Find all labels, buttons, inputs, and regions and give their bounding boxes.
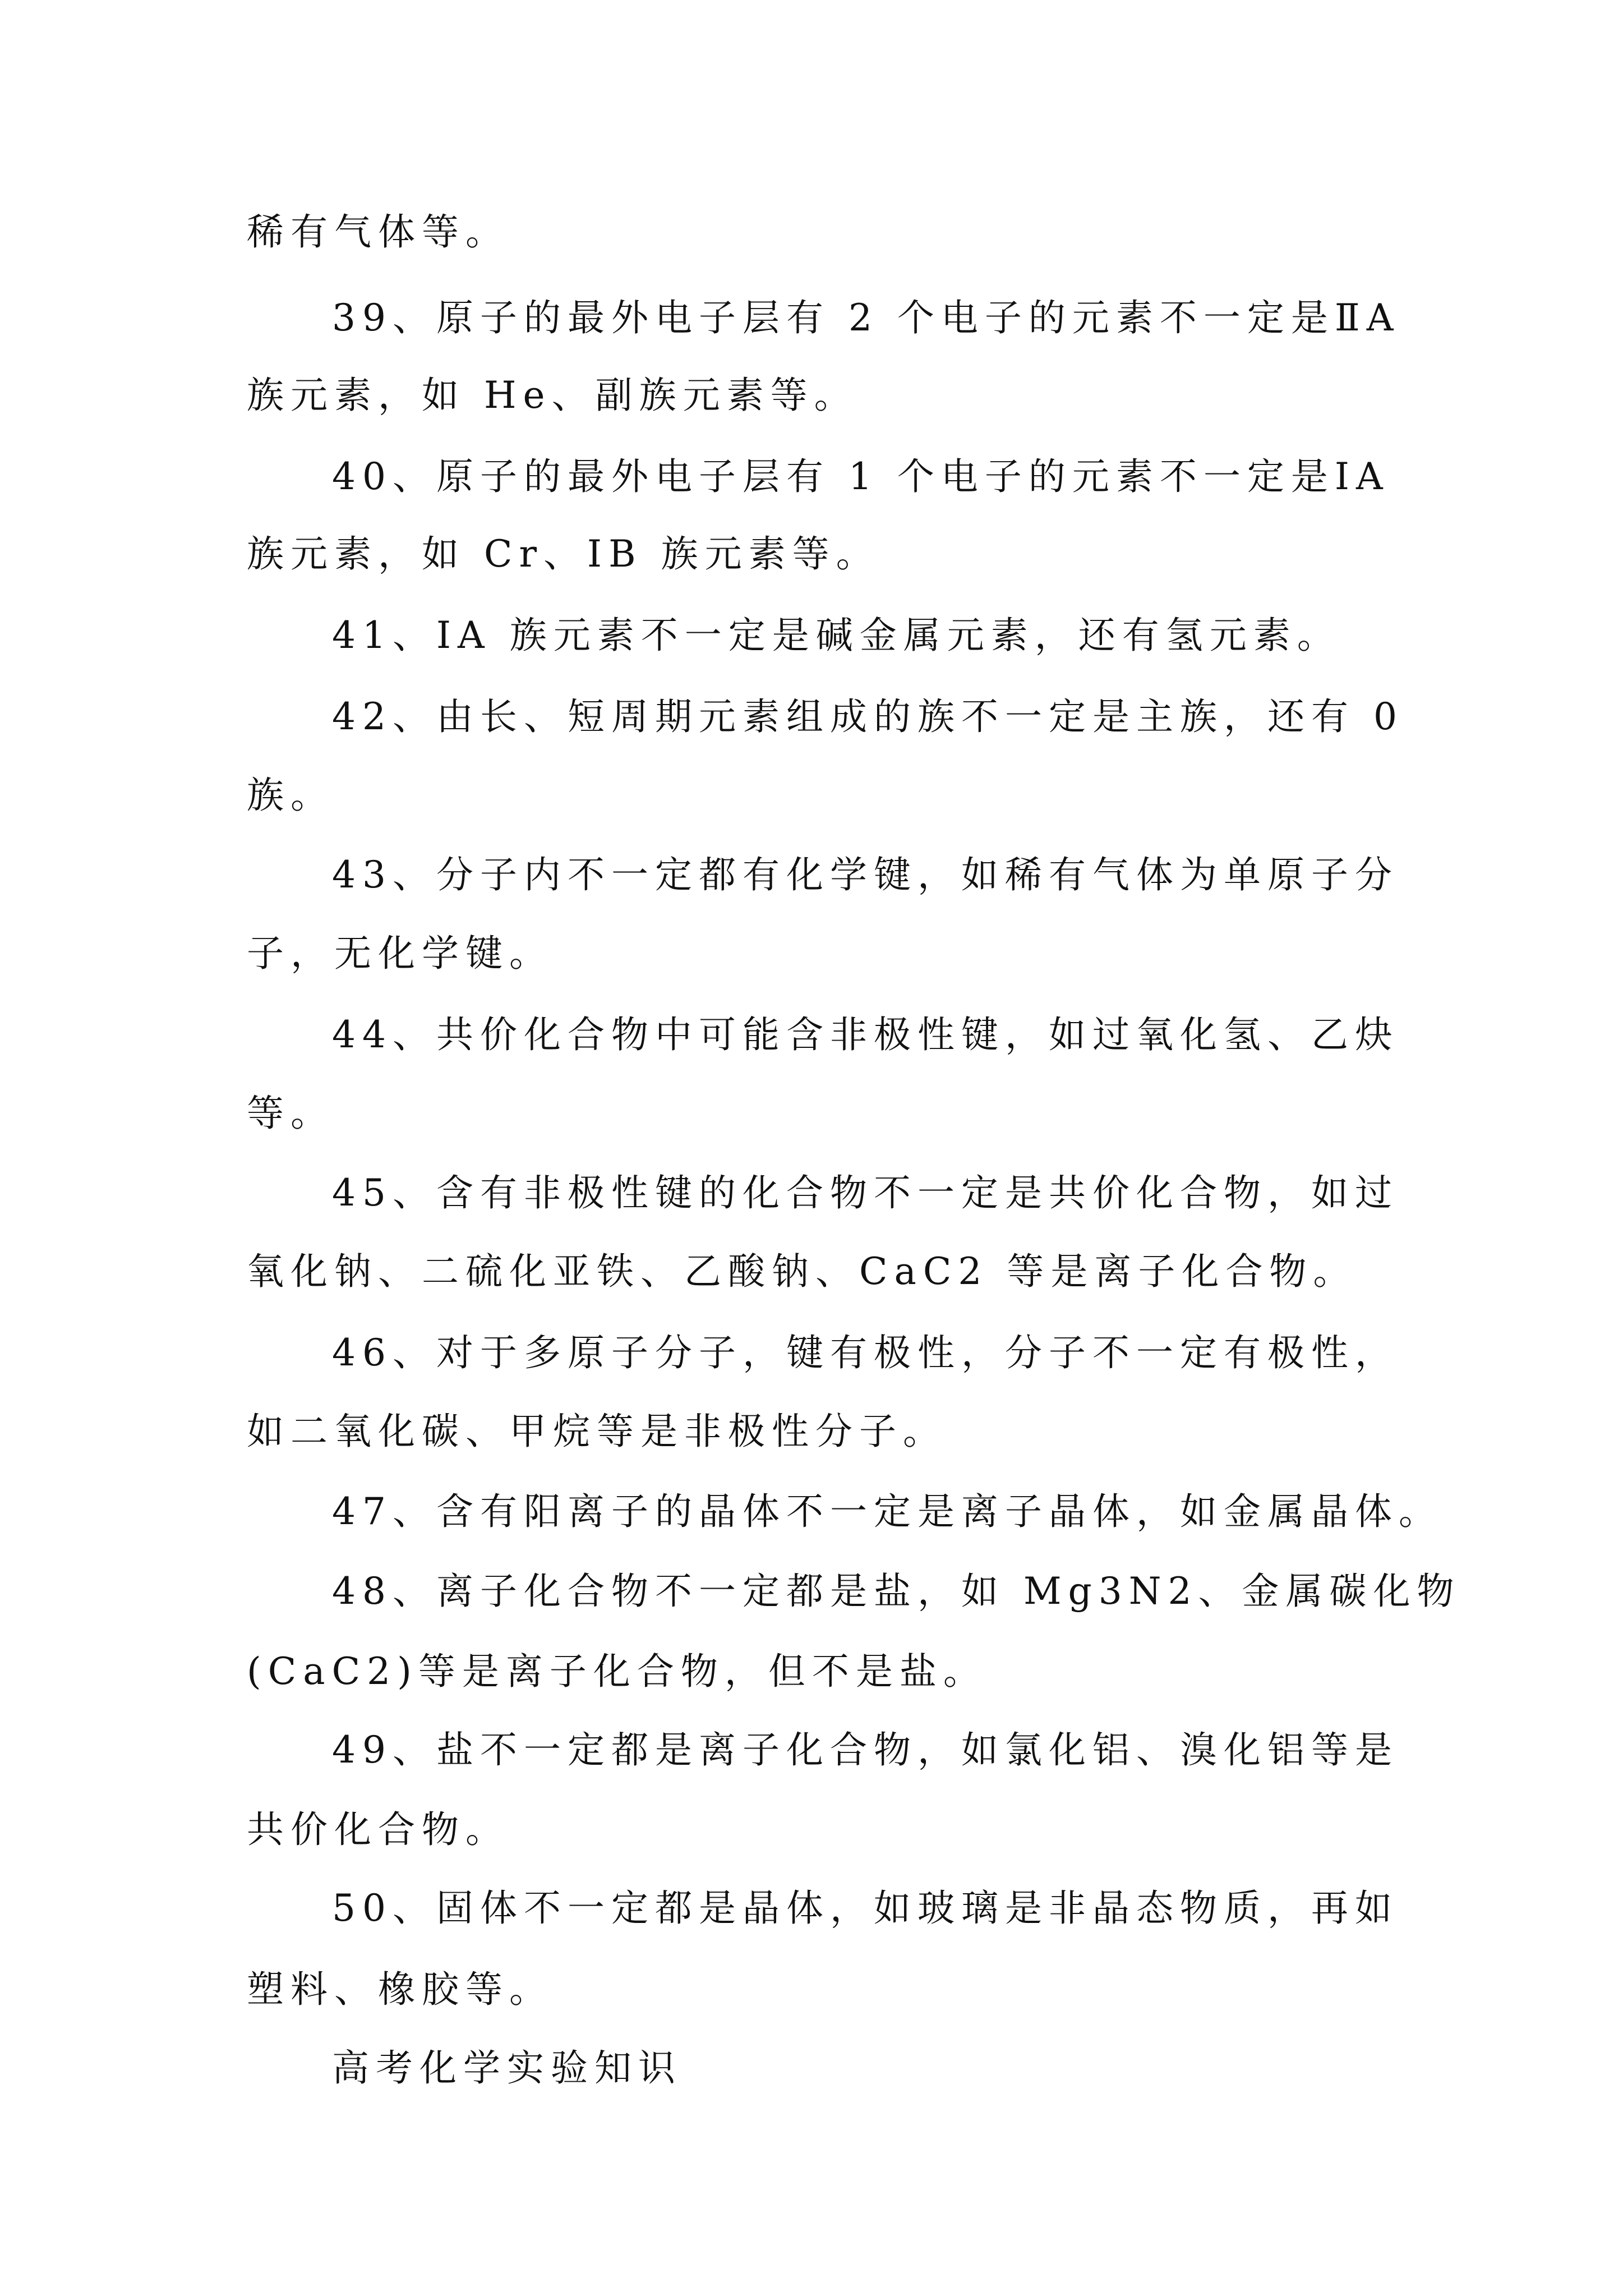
text-line: 氧化钠、二硫化亚铁、乙酸钠、CaC2 等是离子化合物。 [247,1250,1357,1293]
text-line: 50、固体不一定都是晶体，如玻璃是非晶态物质，再如 [332,1887,1399,1930]
section-heading: 高考化学实验知识 [332,2046,682,2090]
text-line: 46、对于多原子分子，键有极性，分子不一定有极性， [332,1331,1399,1374]
text-line: (CaC2)等是离子化合物，但不是盐。 [247,1650,987,1693]
text-line: 子，无化学键。 [247,932,553,975]
text-line: 48、离子化合物不一定都是盐，如 Mg3N2、金属碳化物 [332,1570,1461,1613]
text-line: 44、共价化合物中可能含非极性键，如过氧化氢、乙炔 [332,1013,1399,1056]
text-line: 45、含有非极性键的化合物不一定是共价化合物，如过 [332,1171,1399,1214]
text-line: 43、分子内不一定都有化学键，如稀有气体为单原子分 [332,853,1399,896]
text-line: 族元素，如 Cr、ⅠB 族元素等。 [247,532,880,576]
text-line: 等。 [247,1092,334,1135]
text-line: 40、原子的最外电子层有 1 个电子的元素不一定是ⅠA [332,455,1390,498]
text-line: 42、由长、短周期元素组成的族不一定是主族，还有 0 [332,695,1404,738]
text-line: 塑料、橡胶等。 [247,1968,553,2011]
text-line: 族元素，如 He、副族元素等。 [247,374,858,417]
text-line: 49、盐不一定都是离子化合物，如氯化铝、溴化铝等是 [332,1728,1399,1772]
text-line: 共价化合物。 [247,1808,509,1851]
text-line: 47、含有阳离子的晶体不一定是离子晶体，如金属晶体。 [332,1490,1442,1533]
text-line: 41、ⅠA 族元素不一定是碱金属元素，还有氢元素。 [332,614,1341,657]
text-line: 稀有气体等。 [247,210,509,254]
text-line: 39、原子的最外电子层有 2 个电子的元素不一定是ⅡA [332,296,1400,339]
text-line: 如二氧化碳、甲烷等是非极性分子。 [247,1410,947,1453]
text-line: 族。 [247,774,334,817]
